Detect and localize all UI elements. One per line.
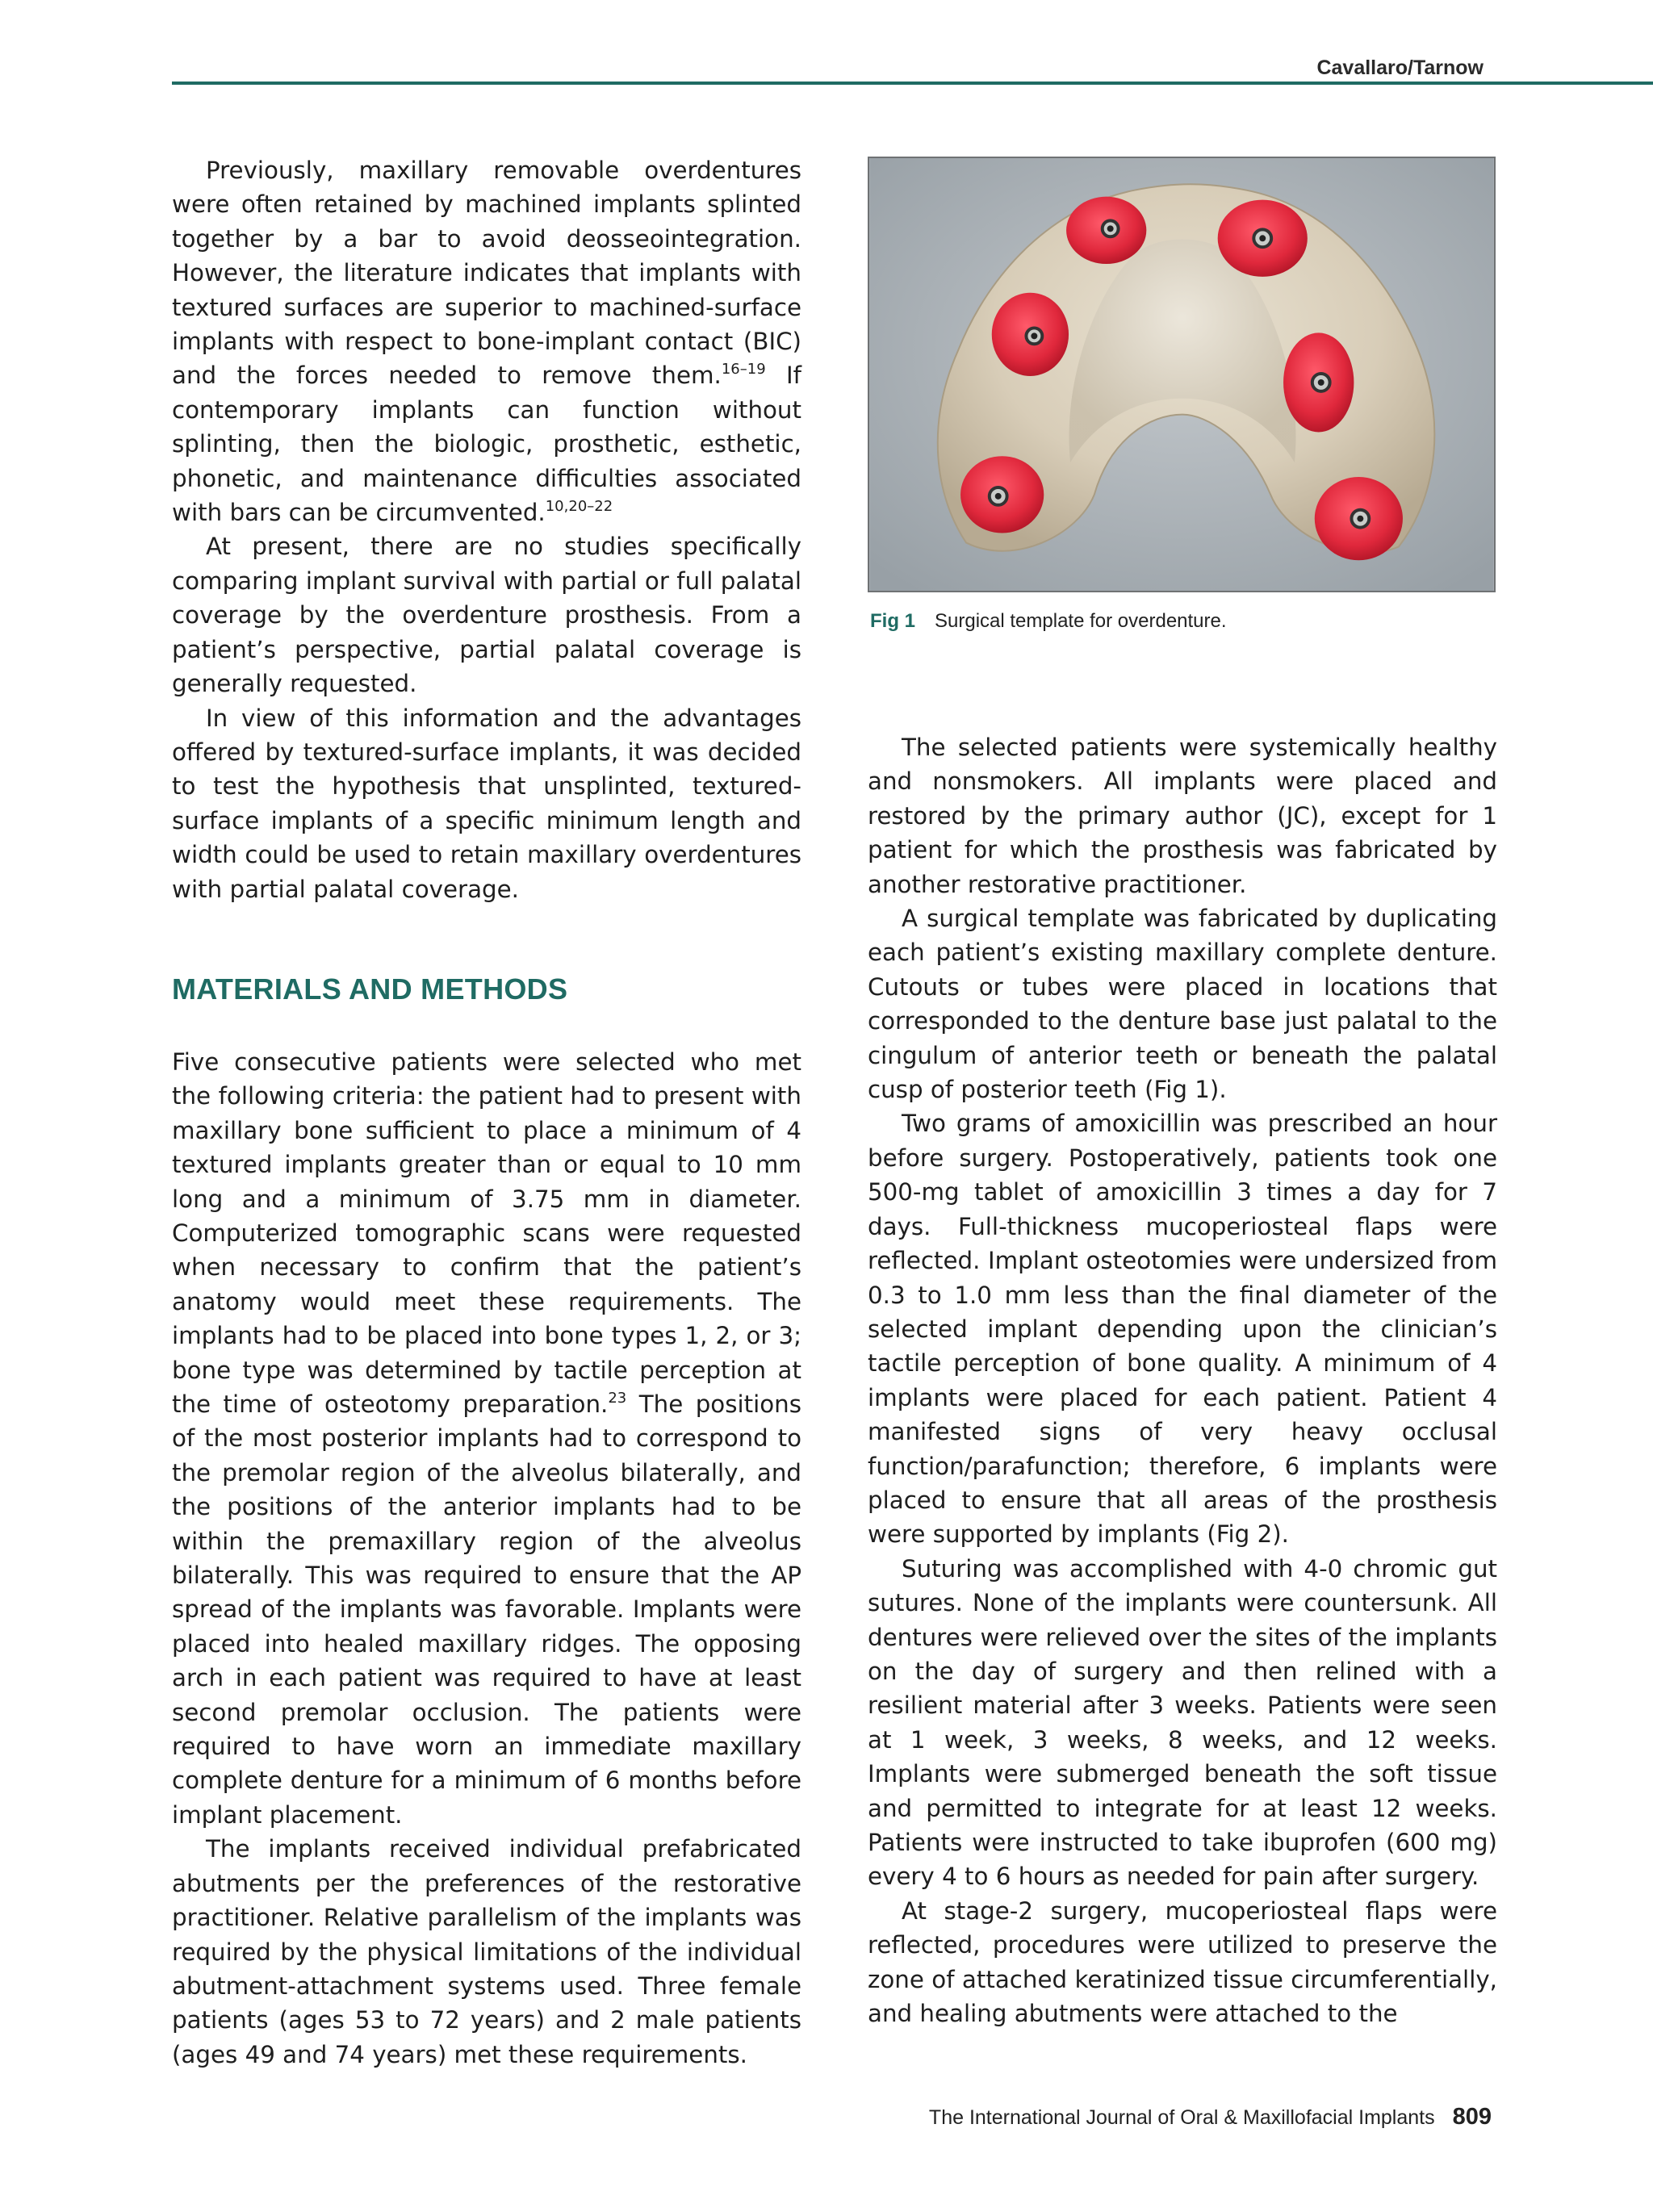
reference-superscript: 23 (608, 1390, 627, 1407)
reference-superscript: 10,20–22 (545, 498, 613, 516)
right-paragraph-1: The selected patients were systemically healthy and nonsmokers. All implants were placed and restored by the primary author (JC), except for 1 patient for which the prosthesis was fabricated by another restorative practitioner. (868, 734, 1497, 898)
right-paragraph-4: Suturing was accomplished with 4-0 chromic gut sutures. None of the implants were countersunk. All dentures were relieved over the sites of the implants on the day of surgery and then relined with a resilient material after 3 weeks. Patients were seen at 1 week, 3 weeks, 8 weeks, and 12 weeks. Implants were submerged beneath the soft tissue and permitted to integrate for at least 12 weeks. Patients were instructed to take ibuprofen (600 mg) every 4 to 6 hours as needed for pain after surgery. (868, 1554, 1497, 1891)
header-rule (172, 82, 1653, 85)
figure-caption-text: Surgical template for overdenture. (935, 610, 1227, 632)
methods-paragraph-1: Five consecutive patients were selected who met the following criteria: the patient had to present with maxillary bone sufficient to place a minimum of 4 textured implants greater than or equal to 10 mm long and a minimum of 3.75 mm in diameter. Computerized tomographic scans were requested when necessary to confirm that the patient’s anatomy would meet these requirements. The implants had to be placed into bone types 1, 2, or 3; bone type was determined by tactile perception at the time of osteotomy preparation.$^{23}$ The positions of the most posterior implants had to correspond to the premolar region of the alveolus bilaterally, and the positions of the anterior implants had to be within the premaxillary region of the alveolus bilaterally. This was required to ensure that the AP spread of the implants was favorable. Implants were placed into healed maxillary ridges. The opposing arch in each patient was required to have at least second premolar occlusion. The patients were required to have worn an immediate maxillary complete denture for a minimum of 6 months before implant placement. (172, 1047, 802, 1829)
reference-superscript: 16–19 (721, 361, 766, 378)
figure-1-image (868, 157, 1496, 592)
right-column (868, 730, 1497, 2030)
left-column (172, 153, 801, 2072)
page-footer (929, 2104, 1492, 2130)
methods-paragraph-2: The implants received individual prefabricated abutments per the preferences of the restorative practitioner. Relative parallelism of the implants was required by the physical limitations of the individual abutment-attachment systems used. Three female patients (ages 53 to 72 years) and 2 male patients (ages 49 and 74 years) met these requirements. (172, 1835, 801, 2068)
right-paragraph-2: A surgical template was fabricated by duplicating each patient’s existing maxillary complete denture. Cutouts or tubes were placed in locations that corresponded to the denture base just palatal to the cingulum of anterior teeth or beneath the palatal cusp of posterior teeth (Fig 1). (868, 905, 1497, 1104)
intro-paragraph-1: Previously, maxillary removable overdentures were often retained by machined implants splinted together by a bar to avoid deosseointegration. However, the literature indicates that implants with textured surfaces are superior to machined-surface implants with respect to bone-implant contact (BIC) and the forces needed to remove them.$^{16-19}$ If contemporary implants can function without splinting, then the biologic, prosthetic, esthetic, phonetic, and maintenance difficulties associated with bars can be circumvented.$^{10,20-22}$ (172, 157, 801, 527)
intro-paragraph-3: In view of this information and the advantages offered by textured-surface implants, it was decided to test the hypothesis that unsplinted, textured-surface implants of a specific minimum length and width could be used to retain maxillary overdentures with partial palatal coverage. (172, 704, 801, 903)
right-paragraph-3: Two grams of amoxicillin was prescribed an hour before surgery. Postoperatively, patients took one 500-mg tablet of amoxicillin 3 times a day for 7 days. Full-thickness mucoperiosteal flaps were reflected. Implant osteotomies were undersized from 0.3 to 1.0 mm less than the final diameter of the selected implant depending upon the clinician’s tactile perception of bone quality. A minimum of 4 implants were placed for each patient. Patient 4 manifested signs of very heavy occlusal function/parafunction; therefore, 6 implants were placed to ensure that all areas of the prosthesis were supported by implants (Fig 2). (868, 1110, 1497, 1549)
running-header-authors: Cavallaro/Tarnow (1316, 56, 1484, 79)
right-paragraph-5: At stage-2 surgery, mucoperiosteal flaps were reflected, procedures were utilized to preserve the zone of attached keratinized tissue circumferentially, and healing abutments were attached to the (868, 1896, 1497, 2028)
intro-paragraph-2: At present, there are no studies specifically comparing implant survival with partial or full palatal coverage by the overdenture prosthesis. From a patient’s perspective, partial palatal coverage is generally requested. (172, 533, 801, 698)
journal-title: The International Journal of Oral & Maxillofacial Implants (928, 2106, 1435, 2129)
figure-label: Fig 1 (870, 610, 916, 632)
page-number: 809 (1452, 2104, 1492, 2130)
figure-1-caption (870, 610, 1227, 633)
surgical-template-photo (869, 158, 1494, 591)
section-heading-materials-methods: MATERIALS AND METHODS (172, 972, 568, 1006)
